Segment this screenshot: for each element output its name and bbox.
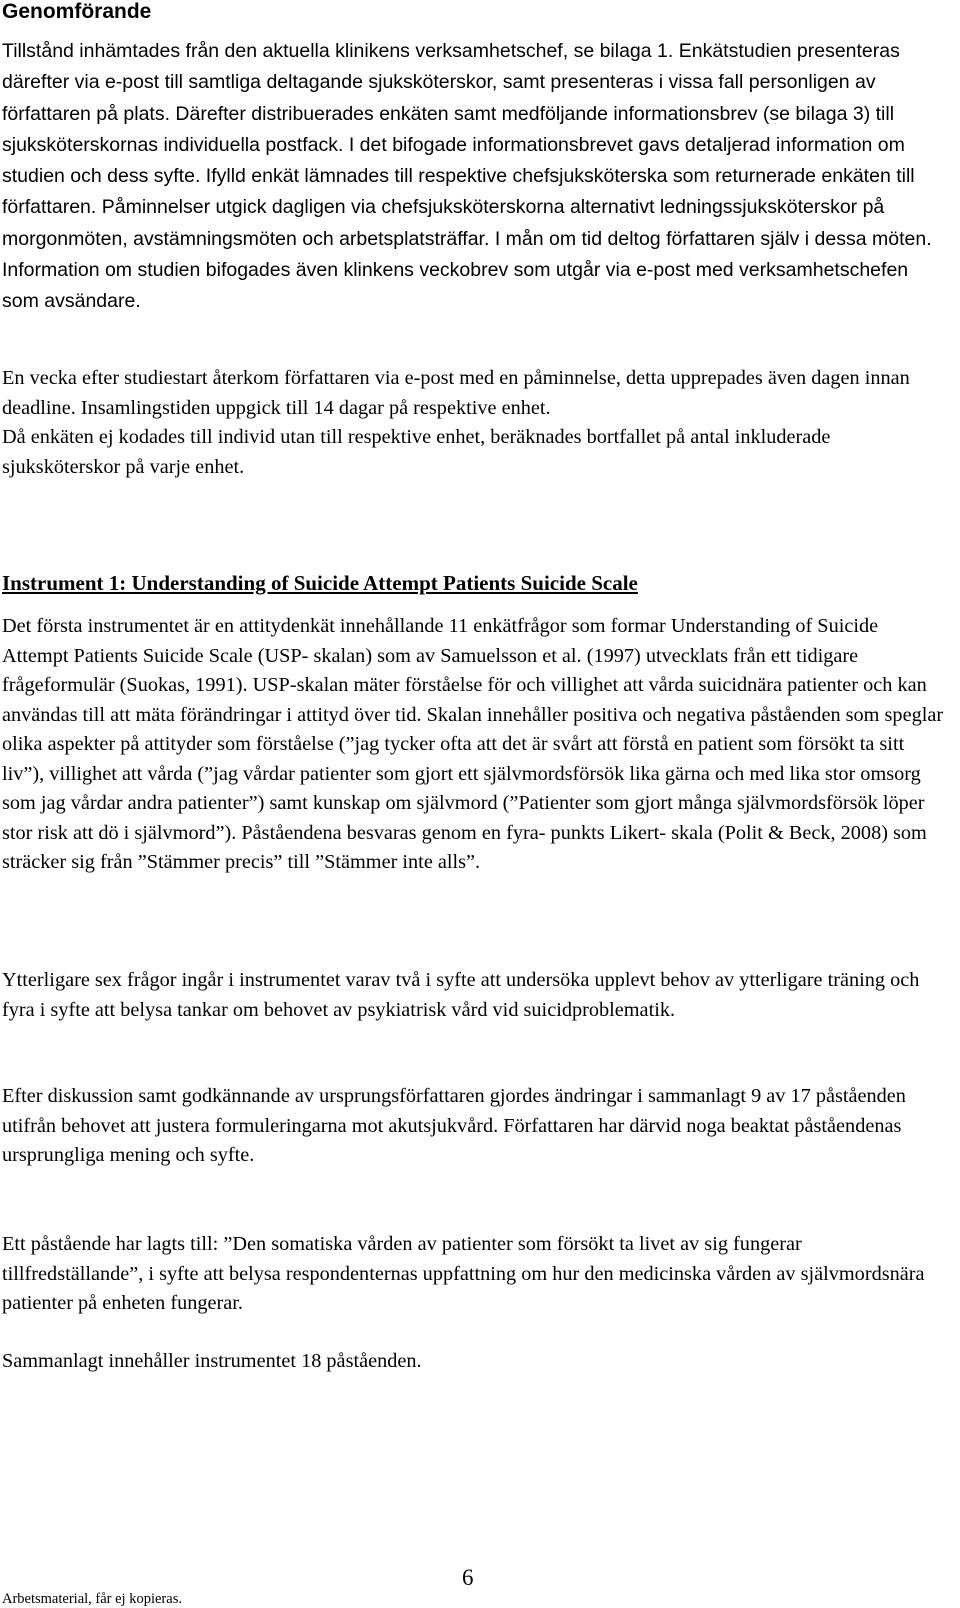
- reminder-text: En vecka efter studiestart återkom författaren via e-post med en påminnelse, detta upprepades även dagen innan deadline. Insamlingstiden uppgick till 14 dagar på respektive enhet.: [2, 367, 910, 419]
- instrument-heading: Instrument 1: Understanding of Suicide Attempt Patients Suicide Scale: [2, 571, 638, 595]
- section-heading-genomforande: Genomförande: [2, 0, 152, 23]
- instrument-paragraph-2: Ytterligare sex frågor ingår i instrumentet varav två i syfte att undersöka upplevt behov av ytterligare träning och fyra i syfte att belysa tankar om behovet av psykiatrisk vård vid suicidproblematik.: [2, 969, 920, 1021]
- dropout-text: Då enkäten ej kodades till individ utan till respektive enhet, beräknades bortfallet på antal inkluderade sjuksköterskor på varje enhet.: [2, 426, 831, 478]
- page-number: 6: [462, 1565, 474, 1590]
- instrument-paragraph-4: Ett påstående har lagts till: ”Den somatiska vården av patienter som försökt ta livet av sig fungerar tillfredställande”, i syfte att belysa respondenternas uppfattning om hur den medicinska vården av självmordsnära patienter på enheten fungerar.: [2, 1233, 925, 1314]
- footer-note: Arbetsmaterial, får ej kopieras.: [2, 1591, 182, 1607]
- instrument-paragraph-3: Efter diskussion samt godkännande av ursprungsförfattaren gjordes ändringar i sammanlagt 9 av 17 påståenden utifrån behovet att justera formuleringarna mot akutsjukvård. Författaren har därvid noga beaktat påståendenas ursprungliga mening och syfte.: [2, 1085, 906, 1166]
- instrument-paragraph-1: Det första instrumentet är en attitydenkät innehållande 11 enkätfrågor som formar Understanding of Suicide Attempt Patients Suicide Scale (USP- skalan) som av Samuelsson et al. (1997) utvecklats från ett tidigare frågeformulär (Suokas, 1991). USP-skalan mäter förståelse för och villighet att vårda suicidnära patienter och kan användas till att mäta förändringar i attityd över tid. Skalan innehåller positiva och negativa påståenden som speglar olika aspekter på attityder som förståelse (”jag tycker ofta att det är svårt att förstå en patient som försökt ta sitt liv”), villighet att vårda (”jag vårdar patienter som gjort ett självmordsförsök lika gärna och med lika stor omsorg som jag vårdar andra patienter”) samt kunskap om självmord (”Patienter som gjort många självmordsförsök löper stor risk att dö i självmord”). Påståendena besvaras genom en fyra- punkts Likert- skala (Polit & Beck, 2008) som sträcker sig från ”Stämmer precis” till ”Stämmer inte alls”.: [2, 615, 944, 873]
- procedure-paragraph: Tillstånd inhämtades från den aktuella klinikens verksamhetschef, se bilaga 1. Enkätstudien presenteras därefter via e-post till samtliga deltagande sjuksköterskor, samt presenteras i vissa fall personligen av författaren på plats. Därefter distribuerades enkäten samt medföljande informationsbrev (se bilaga 3) till sjuksköterskornas individuella postfack. I det bifogade informationsbrevet gavs detaljerad information om studien och dess syfte. Ifylld enkät lämnades till respektive chefsjuksköterska som returnerade enkäten till författaren. Påminnelser utgick dagligen via chefsjuksköterskorna alternativt ledningssjuksköterskor på morgonmöten, avstämningsmöten och arbetsplatsträffar. I mån om tid deltog författaren själv i dessa möten. Information om studien bifogades även klinkens veckobrev som utgår via e-post med verksamhetschefen som avsändare.: [2, 40, 932, 313]
- reminder-block: [2, 364, 947, 482]
- instrument-paragraph-5: Sammanlagt innehåller instrumentet 18 påståenden.: [2, 1350, 422, 1372]
